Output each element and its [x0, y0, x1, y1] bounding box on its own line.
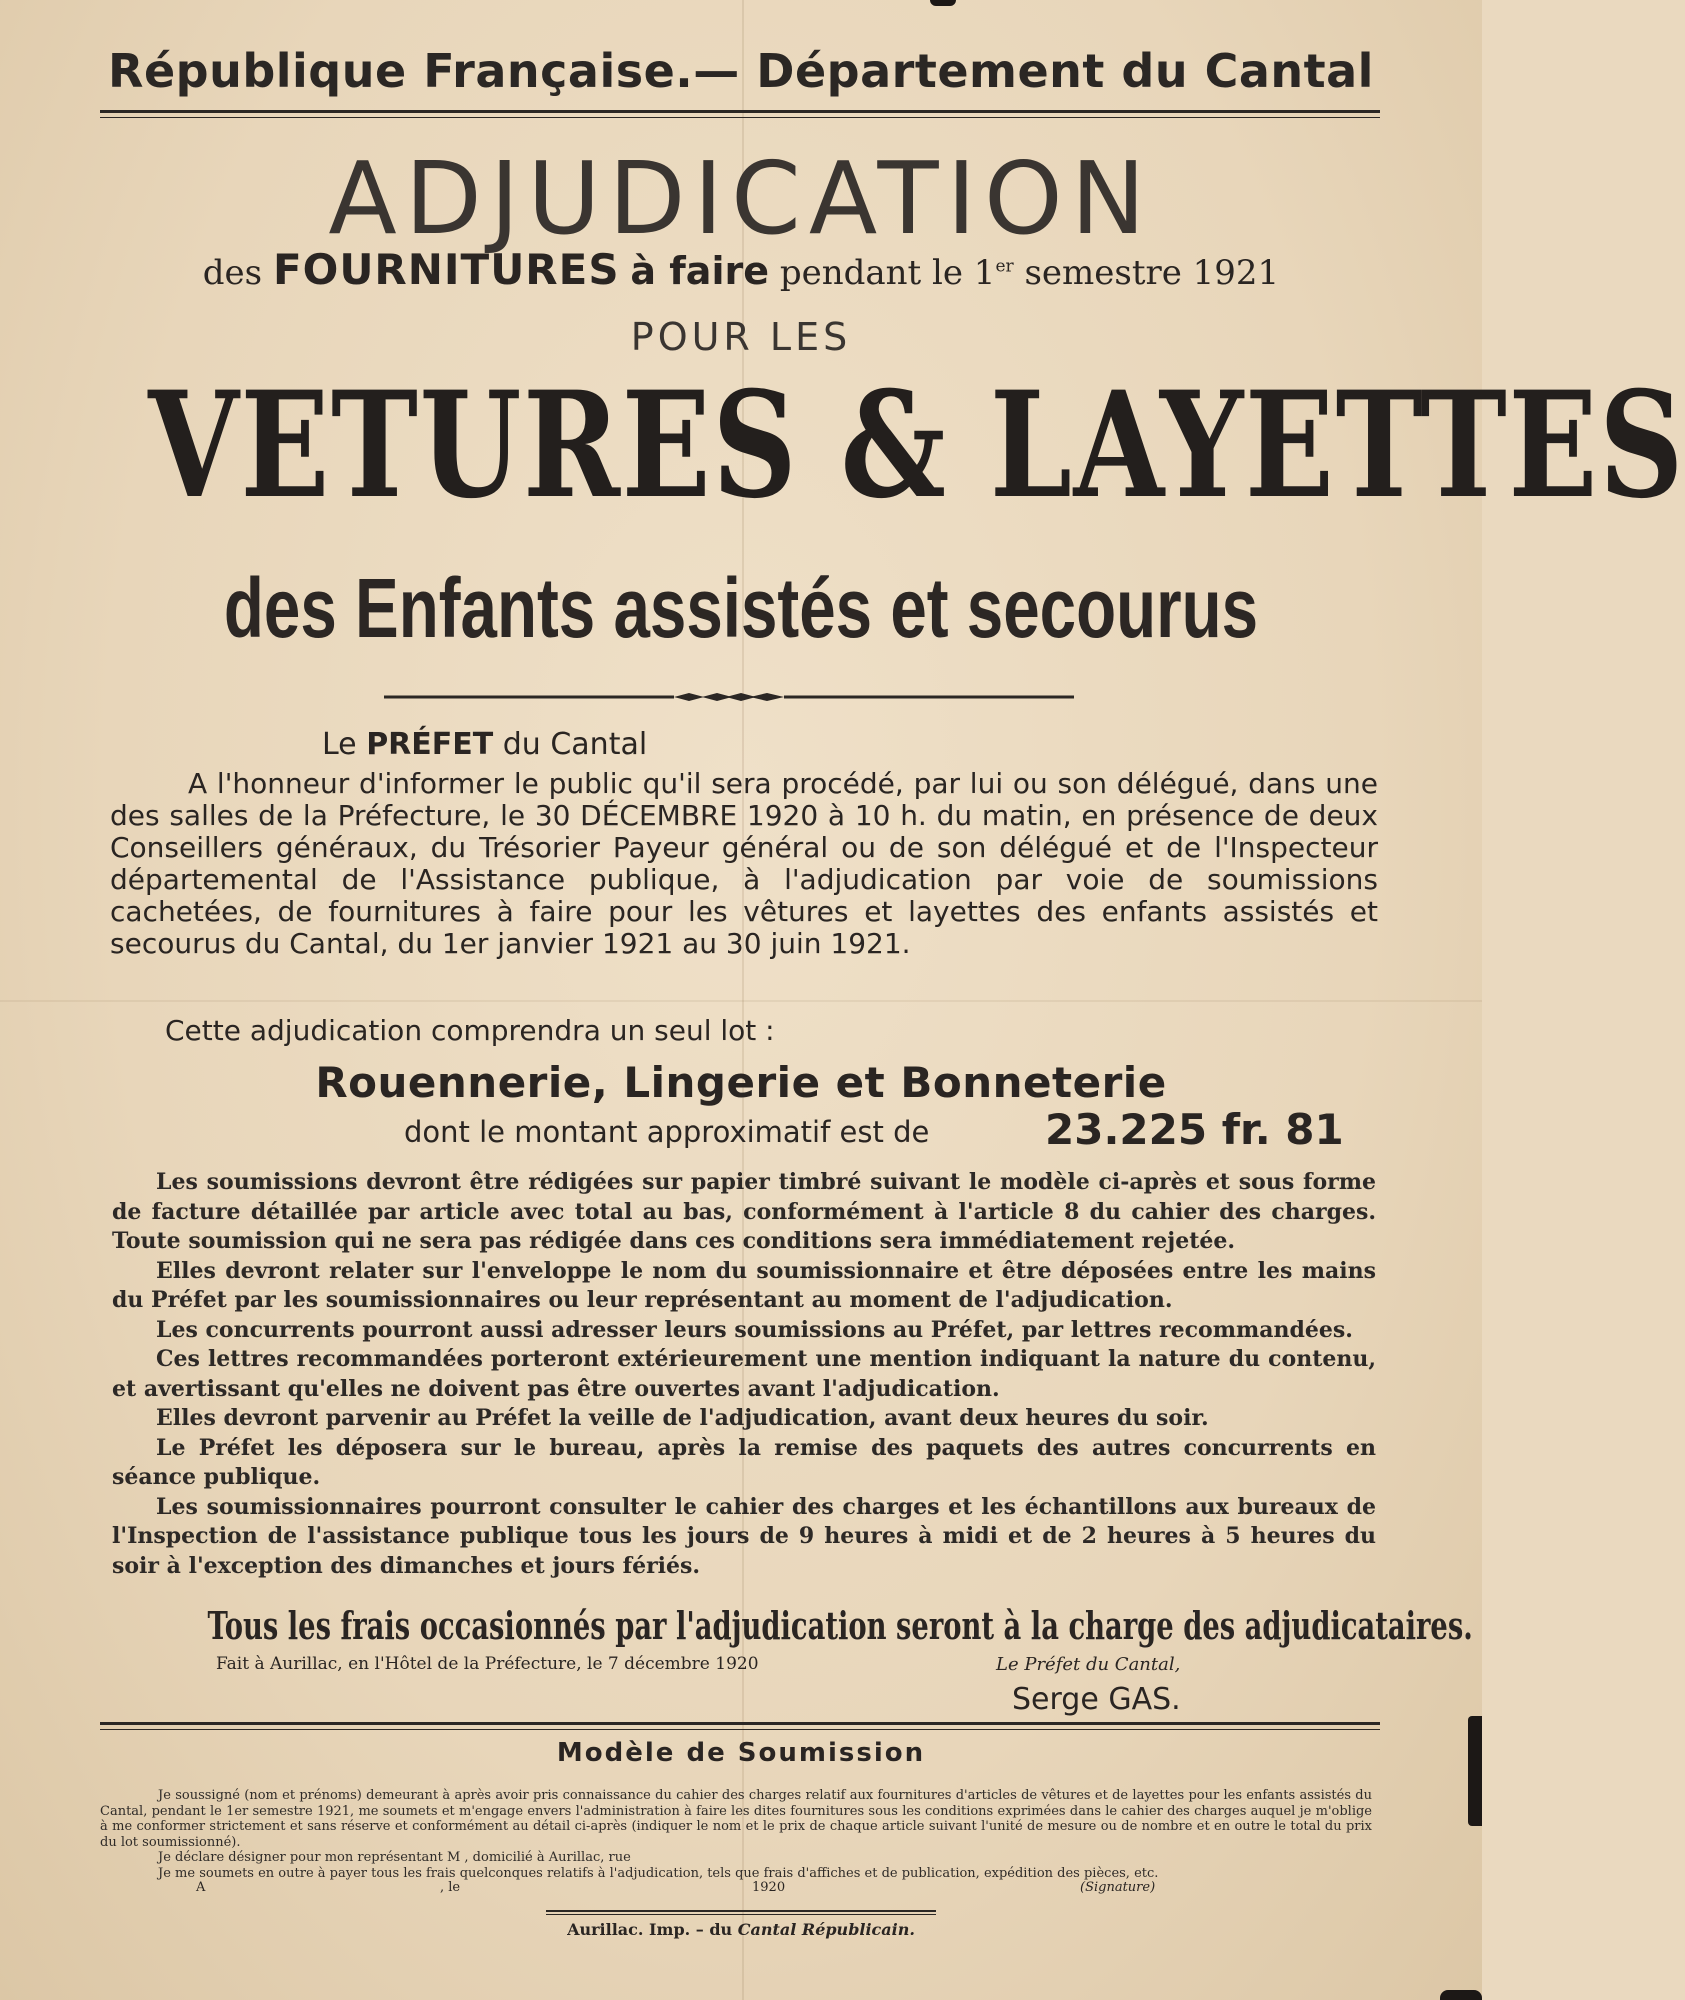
modele-sign-le: , le	[440, 1880, 461, 1895]
title-vetures-layettes: VETURES & LAYETTES	[148, 360, 1685, 531]
condition-text: Les concurrents pourront aussi adresser leurs soumissions au Préfet, par lettres recommandées.	[156, 1316, 1353, 1343]
conditions-block	[112, 1168, 1376, 1581]
imprint	[0, 1920, 1482, 1939]
title-fournitures-line	[0, 245, 1482, 294]
imprint-prefix: Aurillac. Imp. – du	[567, 1920, 738, 1939]
condition-text: Elles devront parvenir au Préfet la veille de l'adjudication, avant deux heures du soir.	[156, 1405, 1209, 1431]
montant-label: dont le montant approximatif est de	[404, 1115, 930, 1149]
modele-paragraph	[100, 1866, 1372, 1882]
signature-name: Serge GAS.	[1012, 1682, 1181, 1717]
modele-sign-year: 1920	[752, 1880, 786, 1895]
text-sup-er: er	[995, 256, 1014, 277]
condition-paragraph	[112, 1316, 1376, 1346]
condition-text: Les soumissions devront être rédigées sur papier timbré suivant le modèle ci-après et sous forme de facture détaillée par article avec total au bas, conformément à l'article 8 du cahier des charges. Toute soumission qui ne sera pas rédigée dans ces conditions sera immédiatement rejetée.	[112, 1169, 1376, 1254]
condition-text: Les soumissionnaires pourront consulter le cahier des charges et les échantillons aux bureaux de l'Inspection de l'assistance publique tous les jours de 9 heures à midi et de 2 heures à 5 heures du soir à l'exception des dimanches et jours fériés.	[112, 1493, 1376, 1579]
lot-name: Rouennerie, Lingerie et Bonneterie	[315, 1058, 1167, 1107]
ink-stain	[1468, 1716, 1482, 1826]
condition-paragraph	[112, 1493, 1376, 1582]
prefet-bold: PRÉFET	[366, 727, 494, 762]
modele-text: Je déclare désigner pour mon représentant M , domicilié à Aurillac, rue	[158, 1850, 631, 1865]
signature-prefet-title: Le Préfet du Cantal,	[996, 1654, 1181, 1675]
modele-body	[100, 1788, 1372, 1881]
condition-text: Ces lettres recommandées porteront extérieurement une mention indiquant la nature du contenu, et avertissant qu'elles ne doivent pas être ouvertes avant l'adjudication.	[112, 1346, 1376, 1402]
prefet-suffix: du Cantal	[493, 727, 648, 762]
announcement-text: A l'honneur d'informer le public qu'il sera procédé, par lui ou son délégué, dans une des salles de la Préfecture, le 30 DÉCEMBRE 1920 à 10 h. du matin, en présence de deux Conseillers généraux, du Trésorier Payeur général ou de son délégué et de l'Inspecteur départemental de l'Assistance publique, à l'adjudication par voie de soumissions cachetées, de fournitures à faire pour les vêtures et layettes des enfants assistés et secourus du Cantal, du 1er janvier 1921 au 30 juin 1921.	[110, 767, 1378, 960]
lot-intro: Cette adjudication comprendra un seul lot :	[165, 1014, 775, 1047]
signature-place-date: Fait à Aurillac, en l'Hôtel de la Préfecture, le 7 décembre 1920	[216, 1654, 759, 1674]
header-republic: République Française.— Département du Cantal	[108, 44, 1374, 98]
condition-text: Le Préfet les déposera sur le bureau, après la remise des paquets des autres concurrents en séance publique.	[112, 1434, 1376, 1490]
ornament-divider	[384, 692, 1074, 702]
modele-text: Je soussigné (nom et prénoms) demeurant à après avoir pris connaissance du cahier des charges relatif aux fournitures d'articles de vêtures et de layettes pour les enfants assistés du Cantal, pendant le 1er semestre 1921, me soumets et m'engage envers l'administration à faire les dites fournitures sous les conditions exprimées dans le cahier des charges auquel je m'oblige à me conformer strictement et sans réserve et conformément au détail ci-après (indiquer le nom et le prix de chaque article suivant l'unité de mesure ou de nombre et en outre le total du prix du lot soumissionné).	[100, 1788, 1372, 1850]
prefet-prefix: Le	[322, 727, 367, 762]
text-des: des	[202, 253, 263, 293]
modele-title: Modèle de Soumission	[556, 1738, 926, 1768]
condition-paragraph	[112, 1257, 1376, 1316]
condition-paragraph	[112, 1404, 1376, 1434]
modele-sign-label: (Signature)	[1080, 1880, 1156, 1895]
modele-text: Je me soumets en outre à payer tous les frais quelconques relatifs à l'adjudication, tels que frais d'affiches et de publication, expédition des pièces, etc.	[158, 1865, 1159, 1881]
text-fournitures: FOURNITURES	[272, 245, 620, 294]
condition-text: Elles devront relater sur l'enveloppe le nom du soumissionnaire et être déposées entre les mains du Préfet par les soumissionnaires ou leur représentant au moment de l'adjudication.	[112, 1257, 1376, 1313]
title-pour-les: POUR LES	[630, 315, 852, 359]
modele-rule	[100, 1722, 1380, 1730]
text-a-faire: à faire	[630, 249, 769, 293]
text-semestre: semestre 1921	[1024, 253, 1280, 293]
title-enfants: des Enfants assistés et secourus	[223, 561, 1259, 655]
ink-stain	[930, 0, 956, 6]
announcement-paragraph	[110, 768, 1378, 960]
header-rule	[100, 110, 1380, 118]
modele-sign-a: A	[196, 1880, 206, 1895]
ink-stain	[1440, 1990, 1482, 2000]
condition-paragraph	[112, 1434, 1376, 1493]
title-adjudication: ADJUDICATION	[328, 140, 1154, 257]
prefet-heading	[322, 727, 647, 762]
condition-paragraph	[112, 1168, 1376, 1257]
imprint-rule	[546, 1910, 936, 1915]
modele-paragraph	[100, 1850, 1372, 1866]
fold-crease-horizontal	[0, 1000, 1482, 1002]
montant-value: 23.225 fr. 81	[1045, 1105, 1344, 1154]
imprint-name: Cantal Républicain.	[737, 1920, 915, 1939]
modele-paragraph	[100, 1788, 1372, 1850]
frais-statement: Tous les frais occasionnés par l'adjudication seront à la charge des adjudicataires.	[207, 1603, 1473, 1648]
condition-paragraph	[112, 1345, 1376, 1404]
text-pendant: pendant le 1	[779, 253, 996, 293]
